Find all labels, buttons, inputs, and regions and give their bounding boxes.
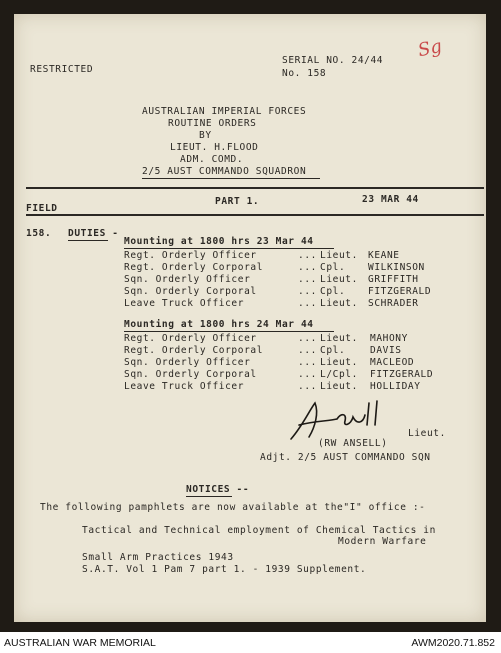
duty-rank: Cpl. <box>320 345 346 356</box>
duty-role: Leave Truck Officer <box>124 298 245 309</box>
duty-rank: Cpl. <box>320 262 346 273</box>
duty-name: SCHRADER <box>368 298 419 309</box>
dots: ... <box>298 286 317 297</box>
duty-group-heading: Mounting at 1800 hrs 23 Mar 44 <box>124 236 314 247</box>
dots: ... <box>298 369 317 380</box>
notice-line: Small Arm Practices 1943 <box>82 552 234 563</box>
duty-name: FITZGERALD <box>370 369 434 380</box>
signatory-appointment: Adjt. 2/5 AUST COMMANDO SQN <box>260 452 431 463</box>
title-line-1: AUSTRALIAN IMPERIAL FORCES <box>142 106 307 117</box>
order-number: No. 158 <box>282 68 327 79</box>
duty-role: Regt. Orderly Corporal <box>124 262 264 273</box>
section-rule-top <box>26 187 484 189</box>
duty-role: Regt. Orderly Corporal <box>124 345 264 356</box>
initials-stamp: Sg <box>416 35 444 62</box>
title-line-4: LIEUT. H.FLOOD <box>170 142 259 153</box>
duty-rank: Lieut. <box>320 250 358 261</box>
serial-number: SERIAL NO. 24/44 <box>282 55 384 66</box>
item-number: 158. <box>26 228 52 239</box>
dots: ... <box>298 298 317 309</box>
classification-label: RESTRICTED <box>30 64 94 75</box>
duty-role: Sqn. Orderly Corporal <box>124 286 257 297</box>
title-line-5: ADM. COMD. <box>180 154 244 165</box>
notices-underline <box>186 496 232 497</box>
signatory-rank: Lieut. <box>408 428 446 439</box>
duty-role: Sqn. Orderly Corporal <box>124 369 257 380</box>
duty-name: FITZGERALD <box>368 286 432 297</box>
dots: ... <box>298 262 317 273</box>
duty-rank: Lieut. <box>320 333 358 344</box>
duty-name: HOLLIDAY <box>370 381 421 392</box>
duty-name: MAHONY <box>370 333 408 344</box>
dots: ... <box>298 250 317 261</box>
section-rule-bottom <box>26 214 484 216</box>
duty-name: WILKINSON <box>368 262 425 273</box>
duty-name: GRIFFITH <box>368 274 419 285</box>
duty-group-underline <box>124 248 334 249</box>
archive-footer <box>0 632 501 653</box>
dots: ... <box>298 274 317 285</box>
archive-reference: AWM2020.71.852 <box>411 637 495 649</box>
duty-rank: Lieut. <box>320 274 358 285</box>
duty-group-heading: Mounting at 1800 hrs 24 Mar 44 <box>124 319 314 330</box>
archive-name: AUSTRALIAN WAR MEMORIAL <box>4 637 156 649</box>
title-underline <box>142 178 320 179</box>
dots: ... <box>298 333 317 344</box>
title-line-3: BY <box>199 130 212 141</box>
duty-name: KEANE <box>368 250 400 261</box>
notice-line: Modern Warfare <box>338 536 427 547</box>
field-label: FIELD <box>26 203 58 214</box>
duty-role: Leave Truck Officer <box>124 381 245 392</box>
notice-line: S.A.T. Vol 1 Pam 7 part 1. - 1939 Supplement. <box>82 564 367 575</box>
duty-role: Sqn. Orderly Officer <box>124 357 251 368</box>
duty-rank: Cpl. <box>320 286 346 297</box>
item-heading-underline <box>68 240 108 241</box>
dots: ... <box>298 345 317 356</box>
duty-rank: L/Cpl. <box>320 369 358 380</box>
dots: ... <box>298 357 317 368</box>
notice-line: The following pamphlets are now available at the"I" office :- <box>40 502 426 513</box>
dots: ... <box>298 381 317 392</box>
notice-line: Tactical and Technical employment of Chemical Tactics in <box>82 525 436 536</box>
duty-group-underline <box>124 331 334 332</box>
duty-rank: Lieut. <box>320 357 358 368</box>
order-date: 23 MAR 44 <box>362 194 419 205</box>
notices-heading: NOTICES -- <box>186 484 250 495</box>
signatory-name: (RW ANSELL) <box>318 438 388 449</box>
part-label: PART 1. <box>215 196 260 207</box>
title-line-6: 2/5 AUST COMMANDO SQUADRON <box>142 166 307 177</box>
item-heading: DUTIES - <box>68 228 119 239</box>
duty-role: Regt. Orderly Officer <box>124 250 257 261</box>
duty-rank: Lieut. <box>320 381 358 392</box>
duty-role: Sqn. Orderly Officer <box>124 274 251 285</box>
duty-name: MACLEOD <box>370 357 415 368</box>
duty-name: DAVIS <box>370 345 402 356</box>
duty-role: Regt. Orderly Officer <box>124 333 257 344</box>
title-line-2: ROUTINE ORDERS <box>168 118 257 129</box>
duty-rank: Lieut. <box>320 298 358 309</box>
